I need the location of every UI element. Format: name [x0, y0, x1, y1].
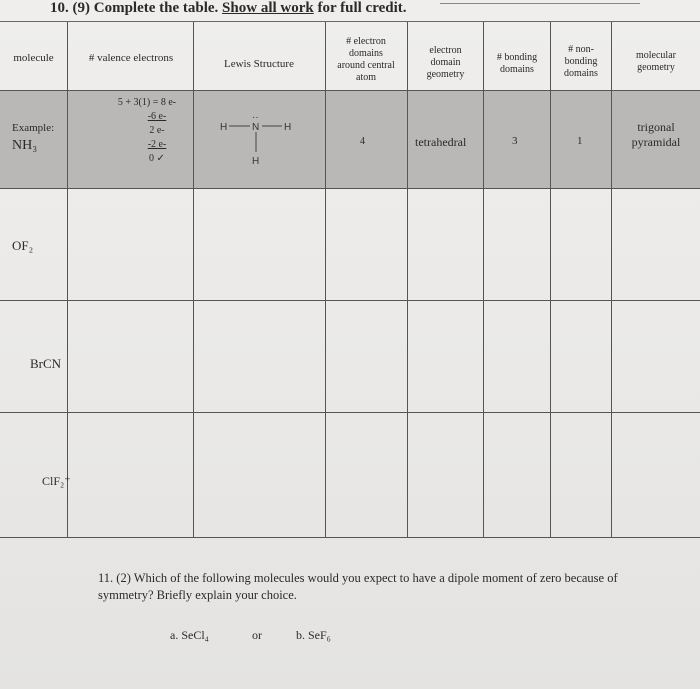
- example-molecule: NH₃: [12, 138, 38, 153]
- column-divider: [407, 22, 408, 537]
- row-molecule-clf2: ClF₂⁺: [42, 474, 71, 488]
- row-molecule-brcn: BrCN: [30, 356, 62, 371]
- lewis-atom-right: H: [284, 122, 292, 133]
- example-bonding: 3: [512, 135, 518, 147]
- column-divider: [193, 22, 194, 537]
- example-lewis-structure: [212, 112, 302, 172]
- header-line: # non-: [568, 44, 594, 55]
- example-electron-domains: 4: [360, 136, 365, 147]
- row-divider: [0, 90, 700, 91]
- example-nonbonding: 1: [577, 135, 583, 147]
- header-electron-geometry: [408, 45, 483, 81]
- work-line: 2 e-: [149, 125, 165, 136]
- header-line: around central: [337, 60, 395, 71]
- example-valence-work: [102, 96, 192, 166]
- header-line: bonding: [564, 56, 598, 67]
- column-divider: [325, 22, 326, 537]
- example-electron-geometry: tetrahedral: [415, 135, 467, 149]
- header-line: molecular: [636, 50, 676, 61]
- geometry-line: trigonal: [637, 120, 675, 134]
- header-line: # electron: [346, 36, 386, 47]
- header-line: domain: [430, 57, 461, 68]
- question-instruction: Show all work: [222, 0, 314, 16]
- header-line: atom: [356, 72, 376, 83]
- example-label: Example:: [12, 122, 55, 134]
- header-line: domains: [500, 64, 534, 75]
- row-molecule-of2: OF₂: [12, 238, 34, 253]
- question-10-title: [50, 0, 407, 17]
- example-molecular-geometry: [616, 120, 696, 150]
- header-line: # bonding: [496, 52, 538, 63]
- work-line: 0 ✓: [149, 153, 165, 164]
- header-line: domains: [564, 68, 598, 79]
- row-divider: [0, 412, 700, 413]
- header-line: electron: [429, 45, 462, 56]
- header-lewis: Lewis Structure: [224, 58, 294, 70]
- header-molecular-geometry: [612, 50, 700, 74]
- question-instruction-tail: for full credit.: [317, 0, 407, 16]
- header-bonding: [484, 52, 550, 76]
- question-number: 10.: [50, 0, 69, 16]
- lewis-atom-left: H: [220, 122, 228, 133]
- header-nonbonding: [551, 44, 611, 80]
- geometry-line: pyramidal: [631, 135, 681, 149]
- top-rule: [440, 3, 640, 4]
- question-11-text: 11. (2) Which of the following molecules would you expect to have a dipole moment of zero because of symmetry? Briefly explain your choice.: [98, 571, 618, 602]
- lewis-lone-pair: ··: [252, 112, 259, 123]
- work-line: -6 e-: [147, 111, 167, 122]
- lewis-atom-center: N: [252, 122, 260, 133]
- lewis-atom-bottom: H: [252, 156, 260, 167]
- table-top-border: [0, 21, 700, 22]
- header-molecule: molecule: [13, 52, 54, 64]
- column-divider: [611, 22, 612, 537]
- choice-or: or: [252, 628, 262, 642]
- column-divider: [550, 22, 551, 537]
- header-line: geometry: [637, 62, 675, 73]
- header-line: geometry: [426, 69, 465, 80]
- header-valence: # valence electrons: [88, 52, 174, 64]
- column-divider: [483, 22, 484, 537]
- header-electron-domains: [326, 36, 406, 84]
- column-divider: [67, 22, 68, 537]
- work-line: 5 + 3(1) = 8 e-: [117, 97, 177, 108]
- question-points: (9) Complete the table.: [72, 0, 219, 16]
- header-line: domains: [349, 48, 383, 59]
- work-line: -2 e-: [147, 139, 167, 150]
- row-divider: [0, 300, 700, 301]
- table-bottom-border: [0, 537, 700, 538]
- choice-b: b. SeF₆: [296, 628, 331, 642]
- choice-a: a. SeCl₄: [170, 628, 209, 642]
- row-divider: [0, 188, 700, 189]
